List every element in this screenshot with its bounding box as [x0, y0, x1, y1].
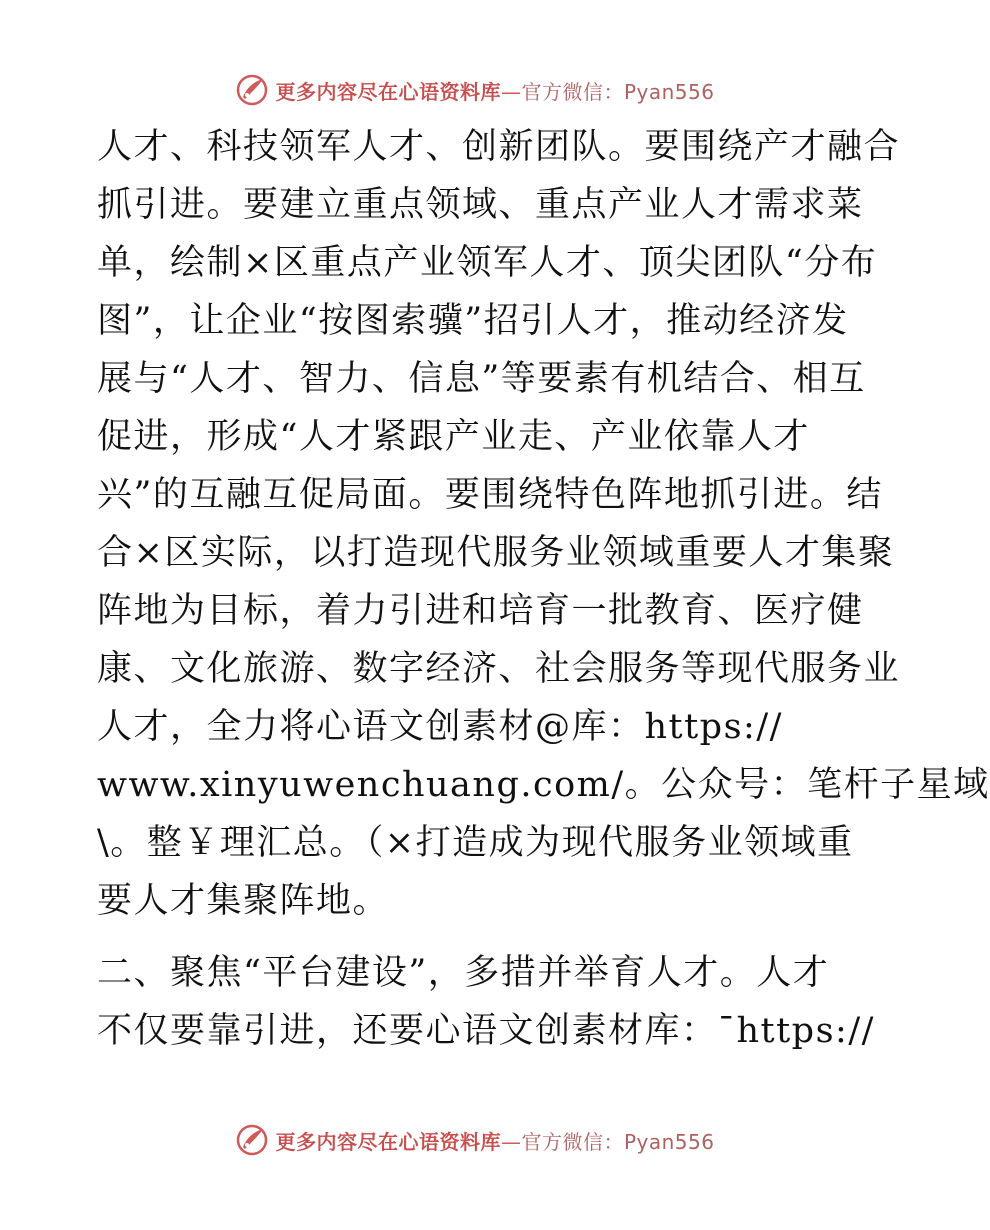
body-line: 图”，让企业“按图索骥”招引人才，推动经济发 — [97, 301, 849, 341]
body-line: 展与“人才、智力、信息”等要素有机结合、相互 — [97, 359, 866, 399]
quill-logo-icon — [235, 73, 269, 107]
header-separator: — — [500, 79, 522, 104]
document-body — [97, 118, 990, 1060]
body-line: 抓引进。要建立重点领域、重点产业人才需求菜 — [97, 185, 864, 225]
body-line: \。整￥理汇总。（×打造成为现代服务业领域重 — [97, 823, 854, 863]
paragraph-gap — [97, 930, 857, 944]
section-heading-line: 二、聚焦“平台建设”，多措并举育人才。人才 — [97, 953, 830, 993]
footer-brand-text: 更多内容尽在心语资料库 — [275, 1129, 501, 1154]
footer-banner — [0, 1120, 950, 1160]
header-contact-text: 官方微信：Pyan556 — [521, 79, 715, 104]
body-line: 康、文化旅游、数字经济、社会服务等现代服务业 — [97, 649, 901, 689]
footer-separator: — — [500, 1129, 522, 1154]
body-line: 不仅要靠引进，还要心语文创素材库：¯https:// — [97, 1011, 875, 1051]
body-line: 人才、科技领军人才、创新团队。要围绕产才融合 — [97, 127, 901, 167]
footer-banner-text — [275, 1126, 714, 1155]
body-line: 要人才集聚阵地。 — [97, 881, 390, 921]
footer-contact-text: 官方微信：Pyan556 — [521, 1129, 715, 1154]
body-line: www.xinyuwenchuang.com/。公众号：笔杆子星域 — [97, 765, 990, 805]
body-line: 单，绘制×区重点产业领军人才、顶尖团队“分布 — [97, 243, 878, 283]
body-line: 合×区实际，以打造现代服务业领域重要人才集聚 — [97, 533, 895, 573]
quill-logo-icon — [235, 1123, 269, 1157]
body-line: 兴”的互融互促局面。要围绕特色阵地抓引进。结 — [97, 475, 883, 515]
body-line: 促进，形成“人才紧跟产业走、产业依靠人才 — [97, 417, 810, 457]
header-brand-text: 更多内容尽在心语资料库 — [275, 79, 501, 104]
body-line: 阵地为目标，着力引进和培育一批教育、医疗健 — [97, 591, 864, 631]
body-line: 人才，全力将心语文创素材@库：https:// — [97, 707, 783, 747]
header-banner-text — [275, 76, 714, 105]
header-banner — [0, 70, 950, 110]
